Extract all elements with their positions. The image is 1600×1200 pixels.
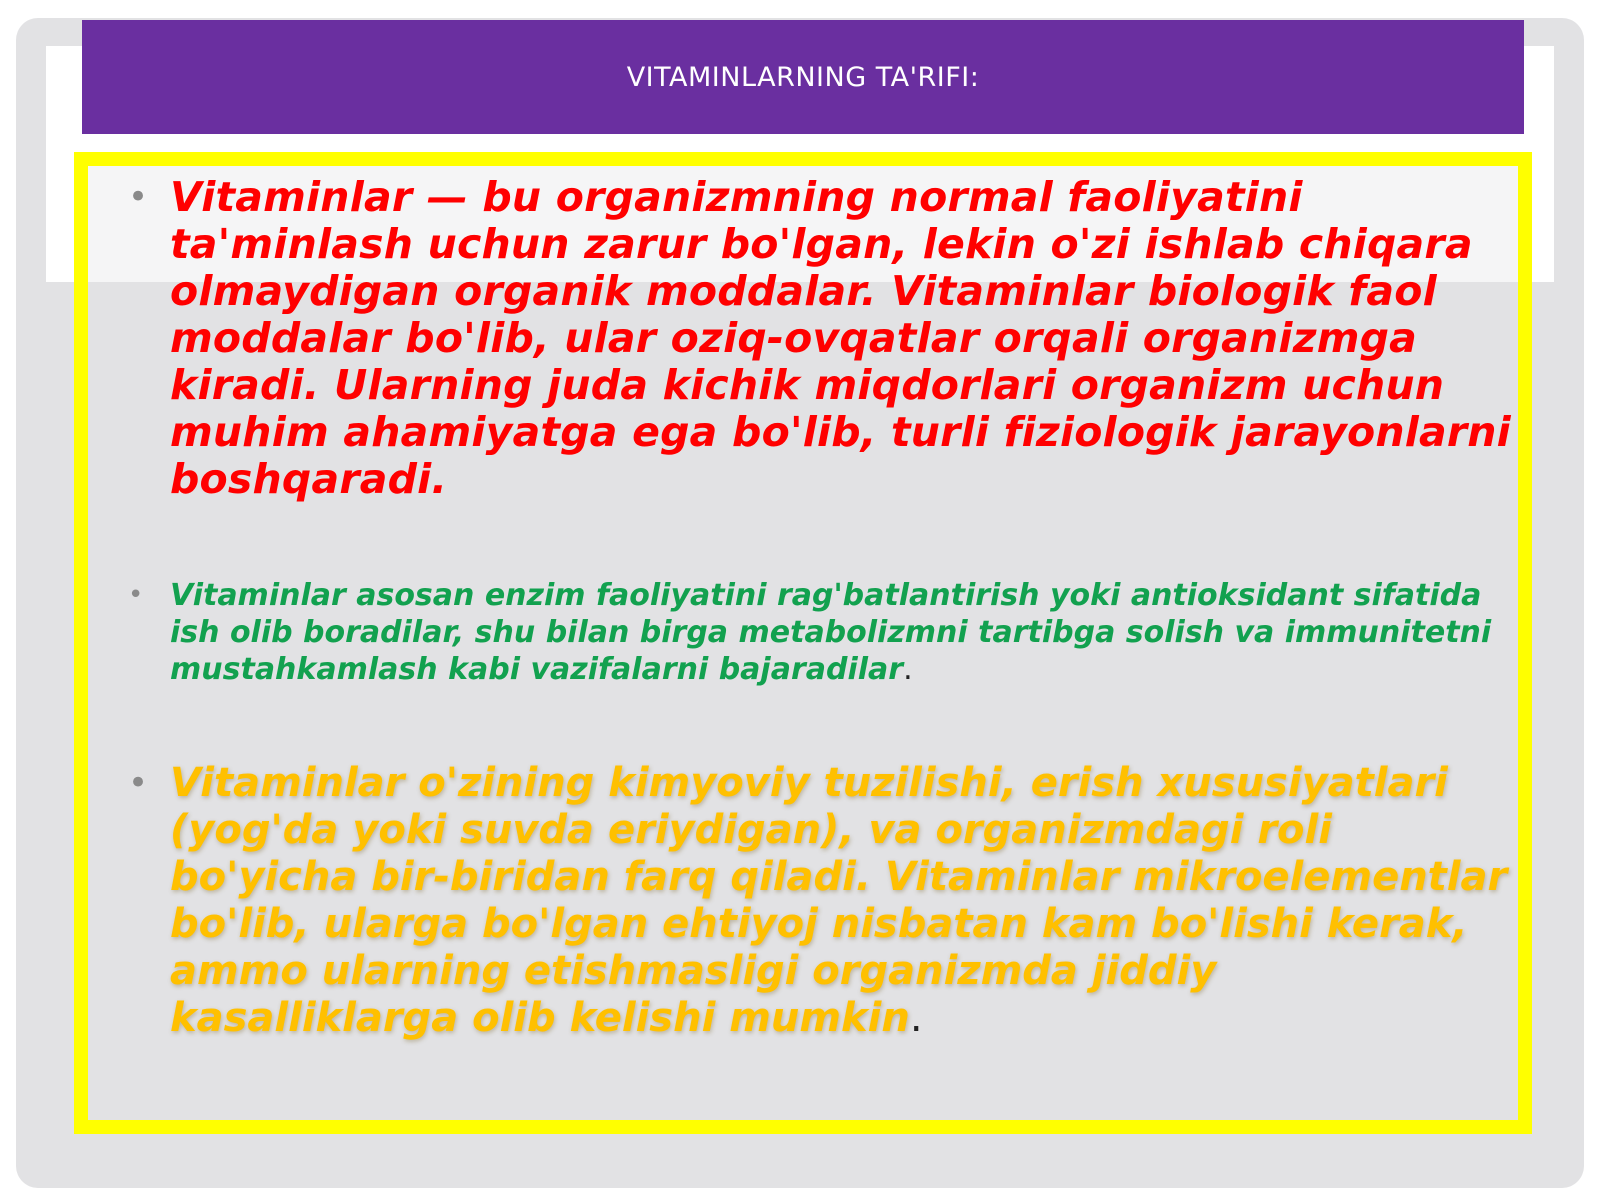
content-frame: [74, 152, 1532, 1134]
bullet-dot-icon: •: [128, 580, 144, 610]
bullet-item-functions: [128, 577, 1518, 688]
bullet-list: [128, 174, 1518, 1042]
bullet-text: Vitaminlar — bu organizmning normal faoliyatini ta'minlash uchun zarur bo'lgan, lekin o'zi ishlab chiqara olmaydigan organik moddalar. Vitaminlar biologik faol moddalar bo'lib, ular oziq-ovqatlar orqali organizmga kiradi. Ularning juda kichik miqdorlari organizm uchun muhim ahamiyatga ega bo'lib, turli fiziologik jarayonlarni boshqaradi.: [170, 173, 1511, 503]
bullet-item-definition: [128, 174, 1518, 503]
bullet-trailing-period: .: [909, 995, 923, 1041]
bullet-item-classification: [128, 760, 1518, 1042]
bullet-text: Vitaminlar asosan enzim faoliyatini rag'batlantirish yoki antioksidant sifatida ish olib boradilar, shu bilan birga metabolizmni tartibga solish va immunitetni mustahkamlash kabi vazifalarni bajaradilar: [170, 578, 1492, 687]
bullet-dot-icon: •: [128, 177, 149, 217]
bullet-dot-icon: •: [128, 763, 149, 803]
bullet-trailing-period: .: [903, 652, 913, 687]
bullet-text: Vitaminlar o'zining kimyoviy tuzilishi, erish xususiyatlari (yog'da yoki suvda eriydigan), va organizmdagi roli bo'yicha bir-biridan farq qiladi. Vitaminlar mikroelementlar bo'lib, ularga bo'lgan ehtiyoj nisbatan kam bo'lishi kerak, ammo ularning etishmasligi organizmda jiddiy kasalliklarga olib kelishi mumkin: [170, 760, 1508, 1041]
title-bar: [82, 20, 1524, 134]
slide-title: VITAMINLARNING TA'RIFI:: [626, 61, 980, 93]
